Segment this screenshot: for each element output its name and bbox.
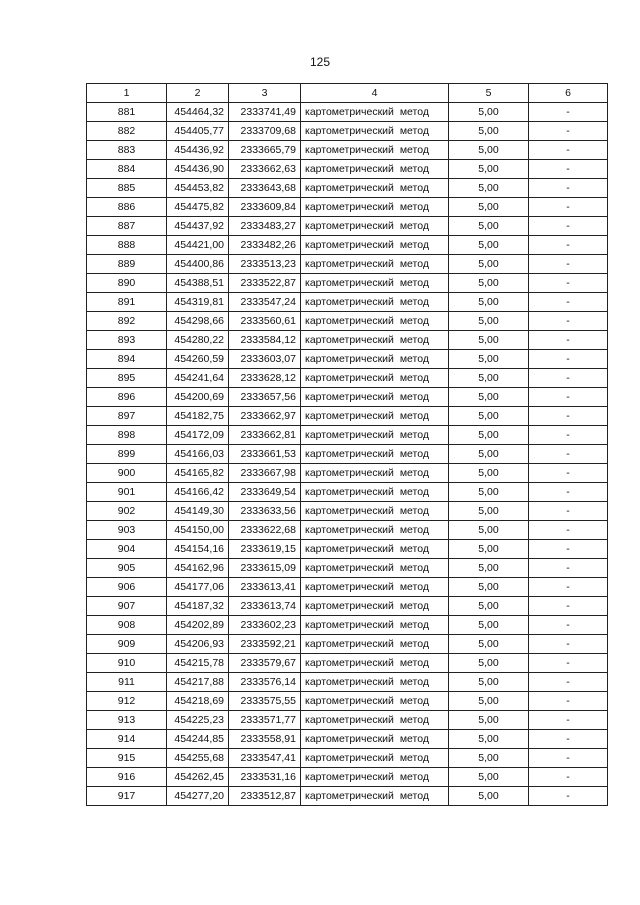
table-row (87, 521, 608, 540)
cell-point-number: 916 (87, 768, 167, 787)
cell-note: - (529, 160, 608, 179)
cell-coord-y: 2333575,55 (229, 692, 301, 711)
table-row (87, 331, 608, 350)
cell-method: картометрический метод (301, 179, 449, 198)
cell-accuracy: 5,00 (449, 103, 529, 122)
cell-note: - (529, 730, 608, 749)
cell-method: картометрический метод (301, 236, 449, 255)
table-row (87, 654, 608, 673)
cell-point-number: 914 (87, 730, 167, 749)
cell-method: картометрический метод (301, 521, 449, 540)
cell-point-number: 903 (87, 521, 167, 540)
cell-coord-x: 454177,06 (167, 578, 229, 597)
cell-coord-x: 454241,64 (167, 369, 229, 388)
cell-method: картометрический метод (301, 122, 449, 141)
cell-note: - (529, 426, 608, 445)
cell-note: - (529, 369, 608, 388)
cell-point-number: 887 (87, 217, 167, 236)
table-row (87, 369, 608, 388)
cell-note: - (529, 236, 608, 255)
cell-accuracy: 5,00 (449, 578, 529, 597)
cell-note: - (529, 445, 608, 464)
table-row (87, 464, 608, 483)
cell-accuracy: 5,00 (449, 160, 529, 179)
cell-accuracy: 5,00 (449, 768, 529, 787)
cell-accuracy: 5,00 (449, 540, 529, 559)
cell-method: картометрический метод (301, 350, 449, 369)
cell-coord-y: 2333531,16 (229, 768, 301, 787)
table-header (87, 84, 608, 103)
cell-note: - (529, 141, 608, 160)
cell-accuracy: 5,00 (449, 787, 529, 806)
cell-point-number: 888 (87, 236, 167, 255)
cell-coord-y: 2333665,79 (229, 141, 301, 160)
cell-coord-x: 454225,23 (167, 711, 229, 730)
cell-coord-x: 454154,16 (167, 540, 229, 559)
cell-point-number: 908 (87, 616, 167, 635)
cell-coord-y: 2333609,84 (229, 198, 301, 217)
table-body (87, 103, 608, 806)
cell-coord-y: 2333628,12 (229, 369, 301, 388)
cell-method: картометрический метод (301, 407, 449, 426)
header-cell-1: 1 (87, 84, 167, 103)
cell-method: картометрический метод (301, 559, 449, 578)
table-row (87, 787, 608, 806)
cell-coord-y: 2333603,07 (229, 350, 301, 369)
cell-coord-x: 454436,90 (167, 160, 229, 179)
cell-coord-x: 454255,68 (167, 749, 229, 768)
cell-coord-y: 2333547,24 (229, 293, 301, 312)
cell-coord-x: 454421,00 (167, 236, 229, 255)
cell-method: картометрический метод (301, 255, 449, 274)
cell-accuracy: 5,00 (449, 350, 529, 369)
cell-coord-x: 454217,88 (167, 673, 229, 692)
cell-coord-y: 2333513,23 (229, 255, 301, 274)
cell-note: - (529, 692, 608, 711)
table-row (87, 236, 608, 255)
cell-point-number: 902 (87, 502, 167, 521)
table-row (87, 692, 608, 711)
cell-method: картометрический метод (301, 540, 449, 559)
header-cell-3: 3 (229, 84, 301, 103)
cell-coord-y: 2333643,68 (229, 179, 301, 198)
cell-point-number: 893 (87, 331, 167, 350)
cell-accuracy: 5,00 (449, 141, 529, 160)
cell-coord-x: 454280,22 (167, 331, 229, 350)
cell-point-number: 909 (87, 635, 167, 654)
cell-note: - (529, 312, 608, 331)
cell-note: - (529, 654, 608, 673)
cell-accuracy: 5,00 (449, 445, 529, 464)
cell-accuracy: 5,00 (449, 635, 529, 654)
table-row (87, 179, 608, 198)
cell-note: - (529, 673, 608, 692)
cell-accuracy: 5,00 (449, 312, 529, 331)
cell-coord-y: 2333558,91 (229, 730, 301, 749)
cell-note: - (529, 749, 608, 768)
table-row (87, 350, 608, 369)
cell-coord-y: 2333584,12 (229, 331, 301, 350)
table-row (87, 502, 608, 521)
cell-coord-x: 454464,32 (167, 103, 229, 122)
cell-point-number: 907 (87, 597, 167, 616)
cell-method: картометрический метод (301, 426, 449, 445)
cell-method: картометрический метод (301, 103, 449, 122)
cell-method: картометрический метод (301, 578, 449, 597)
cell-coord-x: 454298,66 (167, 312, 229, 331)
header-cell-5: 5 (449, 84, 529, 103)
cell-coord-y: 2333661,53 (229, 445, 301, 464)
cell-accuracy: 5,00 (449, 274, 529, 293)
table-row (87, 255, 608, 274)
table-row (87, 730, 608, 749)
cell-coord-y: 2333662,63 (229, 160, 301, 179)
cell-method: картометрический метод (301, 483, 449, 502)
cell-point-number: 898 (87, 426, 167, 445)
cell-point-number: 906 (87, 578, 167, 597)
cell-method: картометрический метод (301, 654, 449, 673)
table-row (87, 217, 608, 236)
cell-coord-y: 2333633,56 (229, 502, 301, 521)
cell-note: - (529, 255, 608, 274)
cell-coord-x: 454166,42 (167, 483, 229, 502)
cell-method: картометрический метод (301, 711, 449, 730)
header-row (87, 84, 608, 103)
cell-method: картометрический метод (301, 635, 449, 654)
cell-accuracy: 5,00 (449, 217, 529, 236)
table-row (87, 198, 608, 217)
table-row (87, 274, 608, 293)
table-row (87, 673, 608, 692)
cell-coord-y: 2333512,87 (229, 787, 301, 806)
cell-method: картометрический метод (301, 464, 449, 483)
cell-method: картометрический метод (301, 445, 449, 464)
cell-method: картометрический метод (301, 787, 449, 806)
cell-note: - (529, 331, 608, 350)
cell-note: - (529, 711, 608, 730)
cell-coord-y: 2333576,14 (229, 673, 301, 692)
cell-coord-x: 454206,93 (167, 635, 229, 654)
cell-point-number: 913 (87, 711, 167, 730)
cell-coord-x: 454453,82 (167, 179, 229, 198)
cell-point-number: 897 (87, 407, 167, 426)
cell-note: - (529, 616, 608, 635)
table-row (87, 616, 608, 635)
cell-coord-x: 454405,77 (167, 122, 229, 141)
cell-coord-x: 454187,32 (167, 597, 229, 616)
cell-coord-y: 2333522,87 (229, 274, 301, 293)
cell-accuracy: 5,00 (449, 331, 529, 350)
cell-note: - (529, 502, 608, 521)
cell-accuracy: 5,00 (449, 483, 529, 502)
cell-point-number: 917 (87, 787, 167, 806)
cell-method: картометрический метод (301, 616, 449, 635)
cell-coord-x: 454150,00 (167, 521, 229, 540)
cell-note: - (529, 521, 608, 540)
coordinates-table (86, 83, 608, 806)
cell-note: - (529, 559, 608, 578)
cell-point-number: 911 (87, 673, 167, 692)
cell-coord-x: 454277,20 (167, 787, 229, 806)
cell-point-number: 891 (87, 293, 167, 312)
cell-note: - (529, 635, 608, 654)
cell-coord-x: 454436,92 (167, 141, 229, 160)
cell-note: - (529, 407, 608, 426)
table-row (87, 559, 608, 578)
cell-point-number: 892 (87, 312, 167, 331)
cell-coord-y: 2333613,74 (229, 597, 301, 616)
cell-accuracy: 5,00 (449, 654, 529, 673)
cell-method: картометрический метод (301, 369, 449, 388)
cell-note: - (529, 464, 608, 483)
cell-point-number: 882 (87, 122, 167, 141)
cell-coord-x: 454172,09 (167, 426, 229, 445)
table-row (87, 578, 608, 597)
cell-point-number: 884 (87, 160, 167, 179)
cell-coord-x: 454162,96 (167, 559, 229, 578)
cell-coord-x: 454262,45 (167, 768, 229, 787)
cell-point-number: 915 (87, 749, 167, 768)
cell-method: картометрический метод (301, 160, 449, 179)
cell-note: - (529, 217, 608, 236)
cell-coord-y: 2333592,21 (229, 635, 301, 654)
cell-accuracy: 5,00 (449, 521, 529, 540)
cell-coord-y: 2333622,68 (229, 521, 301, 540)
cell-point-number: 886 (87, 198, 167, 217)
cell-coord-y: 2333547,41 (229, 749, 301, 768)
header-cell-6: 6 (529, 84, 608, 103)
cell-coord-y: 2333709,68 (229, 122, 301, 141)
cell-coord-x: 454475,82 (167, 198, 229, 217)
cell-coord-y: 2333613,41 (229, 578, 301, 597)
cell-coord-y: 2333615,09 (229, 559, 301, 578)
header-cell-4: 4 (301, 84, 449, 103)
table-row (87, 749, 608, 768)
cell-method: картометрический метод (301, 502, 449, 521)
cell-coord-x: 454182,75 (167, 407, 229, 426)
cell-coord-y: 2333560,61 (229, 312, 301, 331)
cell-coord-y: 2333602,23 (229, 616, 301, 635)
cell-coord-y: 2333571,77 (229, 711, 301, 730)
cell-coord-y: 2333483,27 (229, 217, 301, 236)
cell-point-number: 894 (87, 350, 167, 369)
cell-note: - (529, 198, 608, 217)
table-row (87, 141, 608, 160)
cell-note: - (529, 293, 608, 312)
cell-point-number: 889 (87, 255, 167, 274)
cell-coord-x: 454319,81 (167, 293, 229, 312)
cell-point-number: 890 (87, 274, 167, 293)
cell-coord-y: 2333662,97 (229, 407, 301, 426)
cell-method: картометрический метод (301, 274, 449, 293)
cell-accuracy: 5,00 (449, 597, 529, 616)
cell-note: - (529, 597, 608, 616)
cell-method: картометрический метод (301, 730, 449, 749)
cell-accuracy: 5,00 (449, 388, 529, 407)
cell-note: - (529, 103, 608, 122)
cell-point-number: 901 (87, 483, 167, 502)
cell-method: картометрический метод (301, 217, 449, 236)
cell-point-number: 885 (87, 179, 167, 198)
cell-point-number: 881 (87, 103, 167, 122)
table-row (87, 293, 608, 312)
cell-point-number: 904 (87, 540, 167, 559)
cell-method: картометрический метод (301, 141, 449, 160)
cell-accuracy: 5,00 (449, 293, 529, 312)
cell-coord-x: 454400,86 (167, 255, 229, 274)
cell-coord-x: 454200,69 (167, 388, 229, 407)
cell-method: картометрический метод (301, 768, 449, 787)
cell-coord-x: 454202,89 (167, 616, 229, 635)
cell-point-number: 912 (87, 692, 167, 711)
cell-coord-y: 2333741,49 (229, 103, 301, 122)
header-cell-2: 2 (167, 84, 229, 103)
table-row (87, 768, 608, 787)
cell-coord-x: 454166,03 (167, 445, 229, 464)
cell-coord-x: 454437,92 (167, 217, 229, 236)
cell-accuracy: 5,00 (449, 559, 529, 578)
cell-accuracy: 5,00 (449, 198, 529, 217)
cell-accuracy: 5,00 (449, 749, 529, 768)
table-row (87, 388, 608, 407)
cell-point-number: 900 (87, 464, 167, 483)
cell-note: - (529, 350, 608, 369)
table-row (87, 483, 608, 502)
cell-accuracy: 5,00 (449, 616, 529, 635)
table-row (87, 122, 608, 141)
cell-coord-y: 2333667,98 (229, 464, 301, 483)
cell-accuracy: 5,00 (449, 730, 529, 749)
table-row (87, 103, 608, 122)
cell-method: картометрический метод (301, 388, 449, 407)
cell-note: - (529, 578, 608, 597)
cell-coord-x: 454215,78 (167, 654, 229, 673)
table-row (87, 540, 608, 559)
cell-accuracy: 5,00 (449, 407, 529, 426)
cell-accuracy: 5,00 (449, 502, 529, 521)
cell-coord-y: 2333482,26 (229, 236, 301, 255)
cell-coord-x: 454165,82 (167, 464, 229, 483)
cell-point-number: 883 (87, 141, 167, 160)
cell-point-number: 905 (87, 559, 167, 578)
cell-accuracy: 5,00 (449, 255, 529, 274)
cell-coord-y: 2333662,81 (229, 426, 301, 445)
cell-accuracy: 5,00 (449, 369, 529, 388)
cell-point-number: 896 (87, 388, 167, 407)
table-row (87, 445, 608, 464)
table-row (87, 426, 608, 445)
cell-note: - (529, 388, 608, 407)
cell-method: картометрический метод (301, 293, 449, 312)
cell-note: - (529, 179, 608, 198)
cell-method: картометрический метод (301, 331, 449, 350)
cell-method: картометрический метод (301, 312, 449, 331)
cell-coord-x: 454149,30 (167, 502, 229, 521)
cell-coord-x: 454244,85 (167, 730, 229, 749)
cell-accuracy: 5,00 (449, 179, 529, 198)
cell-coord-x: 454218,69 (167, 692, 229, 711)
cell-accuracy: 5,00 (449, 711, 529, 730)
table-row (87, 597, 608, 616)
table-row (87, 635, 608, 654)
cell-coord-y: 2333579,67 (229, 654, 301, 673)
cell-method: картометрический метод (301, 692, 449, 711)
cell-accuracy: 5,00 (449, 692, 529, 711)
cell-coord-x: 454388,51 (167, 274, 229, 293)
cell-coord-y: 2333657,56 (229, 388, 301, 407)
cell-method: картометрический метод (301, 673, 449, 692)
table-row (87, 312, 608, 331)
cell-accuracy: 5,00 (449, 673, 529, 692)
cell-accuracy: 5,00 (449, 464, 529, 483)
cell-note: - (529, 540, 608, 559)
page-number: 125 (309, 55, 331, 69)
cell-note: - (529, 122, 608, 141)
table-row (87, 160, 608, 179)
cell-coord-x: 454260,59 (167, 350, 229, 369)
cell-coord-y: 2333619,15 (229, 540, 301, 559)
cell-method: картометрический метод (301, 749, 449, 768)
cell-accuracy: 5,00 (449, 236, 529, 255)
cell-note: - (529, 787, 608, 806)
cell-note: - (529, 768, 608, 787)
cell-point-number: 899 (87, 445, 167, 464)
cell-point-number: 910 (87, 654, 167, 673)
cell-note: - (529, 483, 608, 502)
table-row (87, 407, 608, 426)
cell-method: картометрический метод (301, 597, 449, 616)
cell-coord-y: 2333649,54 (229, 483, 301, 502)
cell-note: - (529, 274, 608, 293)
cell-method: картометрический метод (301, 198, 449, 217)
cell-point-number: 895 (87, 369, 167, 388)
cell-accuracy: 5,00 (449, 122, 529, 141)
table-row (87, 711, 608, 730)
cell-accuracy: 5,00 (449, 426, 529, 445)
